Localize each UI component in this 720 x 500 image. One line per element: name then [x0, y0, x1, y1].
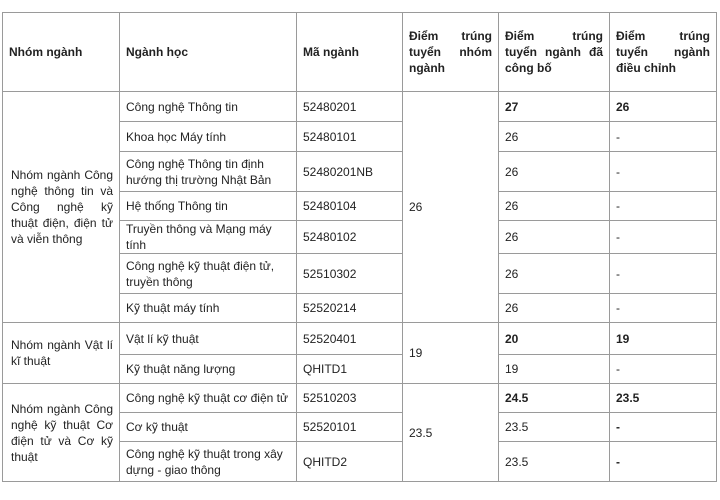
header-group-score: Điểm trúng tuyển nhóm ngành	[403, 13, 499, 92]
admission-scores-table	[2, 12, 717, 482]
header-announced: Điểm trúng tuyển ngành đã công bố	[499, 13, 610, 92]
header-row	[3, 13, 717, 92]
group-name: Nhóm ngành Công nghệ thông tin và Công nghệ kỹ thuật điện, điện tử và viễn thông	[3, 92, 120, 323]
announced-cell: 26	[499, 192, 610, 221]
major-cell: Kỹ thuật năng lượng	[120, 355, 297, 384]
adjusted-cell: 23.5	[610, 384, 717, 413]
adjusted-cell: -	[610, 152, 717, 192]
adjusted-cell: -	[610, 221, 717, 254]
major-cell: Công nghệ Thông tin	[120, 92, 297, 122]
announced-cell: 20	[499, 323, 610, 355]
group-score: 23.5	[403, 384, 499, 482]
group-score: 19	[403, 323, 499, 384]
major-cell: Công nghệ kỹ thuật cơ điện tử	[120, 384, 297, 413]
code-cell: 52480101	[297, 122, 403, 152]
adjusted-cell: -	[610, 413, 717, 442]
code-cell: 52520214	[297, 294, 403, 323]
major-cell: Kỹ thuật máy tính	[120, 294, 297, 323]
adjusted-cell: -	[610, 122, 717, 152]
table-row	[3, 323, 717, 355]
major-cell: Truyền thông và Mạng máy tính	[120, 221, 297, 254]
adjusted-cell: 26	[610, 92, 717, 122]
adjusted-cell: -	[610, 442, 717, 482]
announced-cell: 24.5	[499, 384, 610, 413]
adjusted-cell: -	[610, 355, 717, 384]
announced-cell: 26	[499, 221, 610, 254]
major-cell: Công nghệ kỹ thuật điện tử, truyền thông	[120, 254, 297, 294]
group-name: Nhóm ngành Công nghệ kỹ thuật Cơ điện tử và Cơ kỹ thuật	[3, 384, 120, 482]
header-group: Nhóm ngành	[3, 13, 120, 92]
adjusted-cell: -	[610, 192, 717, 221]
announced-cell: 23.5	[499, 413, 610, 442]
major-cell: Hệ thống Thông tin	[120, 192, 297, 221]
adjusted-cell: 19	[610, 323, 717, 355]
code-cell: 52510302	[297, 254, 403, 294]
adjusted-cell: -	[610, 254, 717, 294]
cropped-text-line	[0, 0, 720, 10]
announced-cell: 27	[499, 92, 610, 122]
code-cell: 52480104	[297, 192, 403, 221]
code-cell: 52480201NB	[297, 152, 403, 192]
adjusted-cell: -	[610, 294, 717, 323]
announced-cell: 19	[499, 355, 610, 384]
code-cell: 52520101	[297, 413, 403, 442]
major-cell: Công nghệ kỹ thuật trong xây dựng - giao thông	[120, 442, 297, 482]
major-cell: Công nghệ Thông tin định hướng thị trường Nhật Bản	[120, 152, 297, 192]
group-score: 26	[403, 92, 499, 323]
header-adjusted: Điểm trúng tuyển ngành điều chỉnh	[610, 13, 717, 92]
code-cell: 52480201	[297, 92, 403, 122]
announced-cell: 26	[499, 152, 610, 192]
code-cell: QHITD2	[297, 442, 403, 482]
announced-cell: 26	[499, 294, 610, 323]
announced-cell: 23.5	[499, 442, 610, 482]
header-major: Ngành học	[120, 13, 297, 92]
code-cell: 52480102	[297, 221, 403, 254]
code-cell: 52520401	[297, 323, 403, 355]
code-cell: 52510203	[297, 384, 403, 413]
announced-cell: 26	[499, 122, 610, 152]
group-name: Nhóm ngành Vật lí kĩ thuật	[3, 323, 120, 384]
code-cell: QHITD1	[297, 355, 403, 384]
major-cell: Khoa học Máy tính	[120, 122, 297, 152]
major-cell: Cơ kỹ thuật	[120, 413, 297, 442]
table-row	[3, 384, 717, 413]
header-code: Mã ngành	[297, 13, 403, 92]
table-row	[3, 92, 717, 122]
major-cell: Vật lí kỹ thuật	[120, 323, 297, 355]
announced-cell: 26	[499, 254, 610, 294]
